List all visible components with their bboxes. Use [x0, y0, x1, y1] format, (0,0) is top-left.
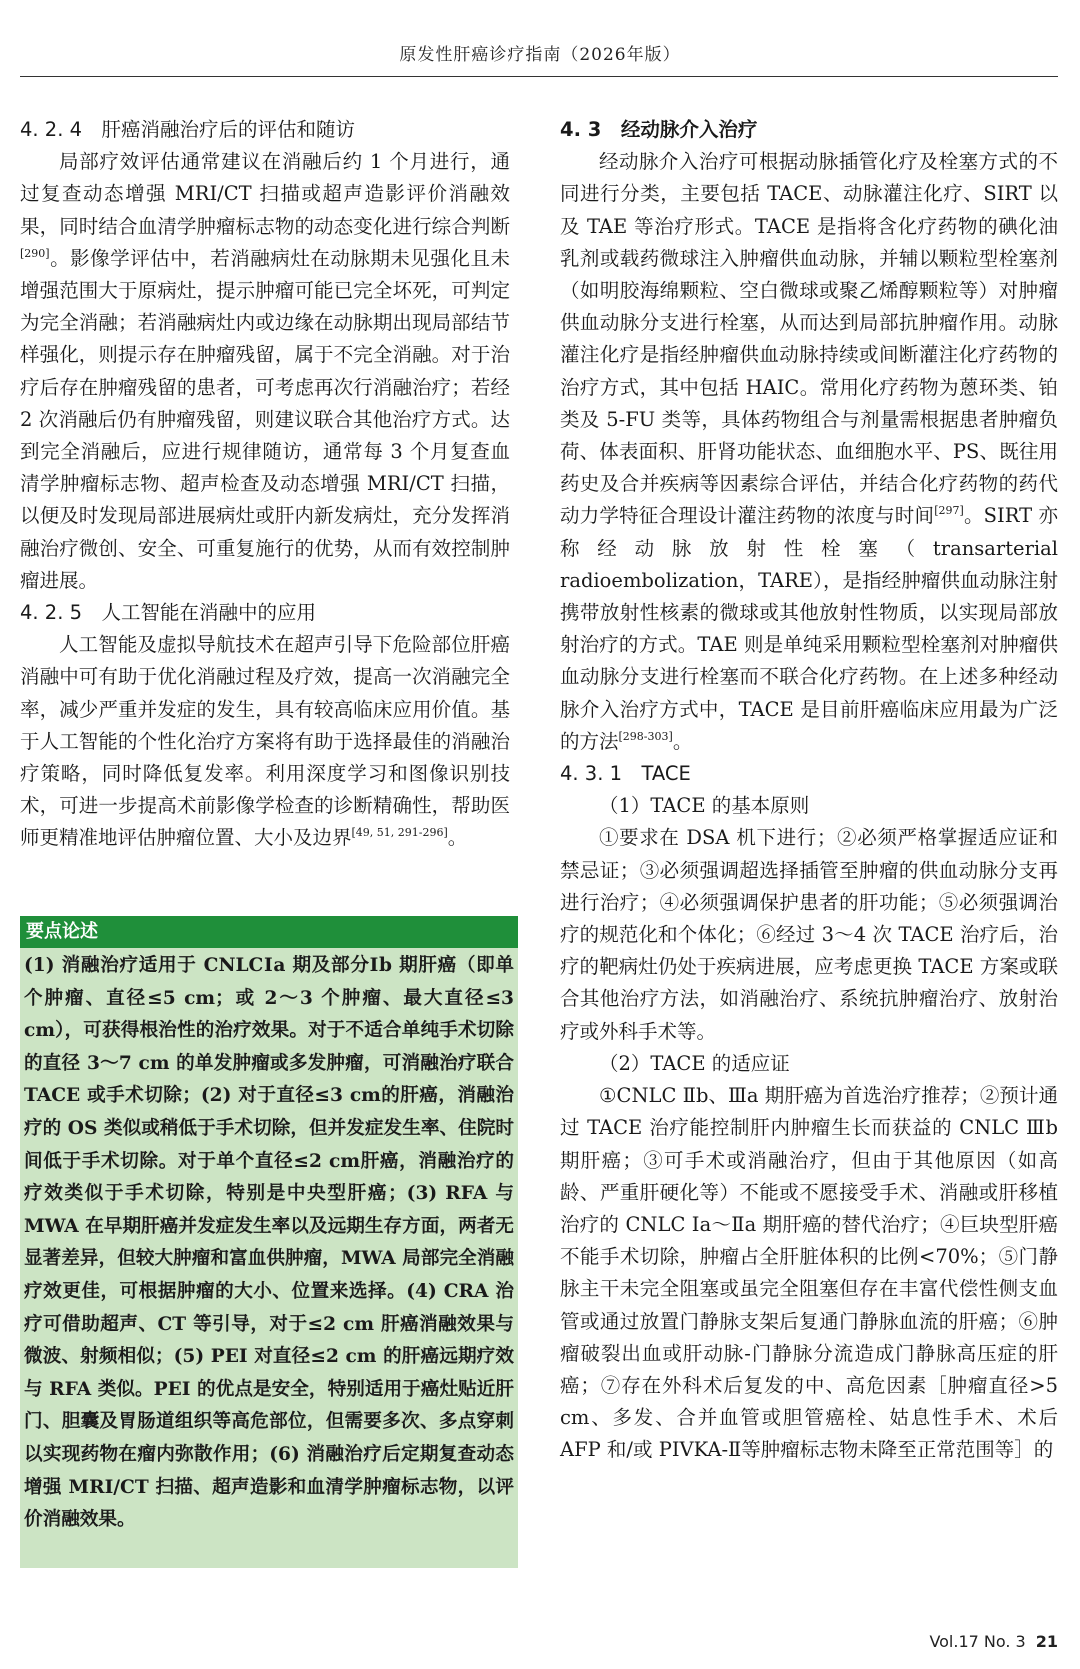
section-4-3-1-heading: 4. 3. 1 TACE	[560, 762, 691, 786]
section-4-2-4-heading: 4. 2. 4 肝癌消融治疗后的评估和随访	[20, 118, 356, 141]
section-4-2-5-heading: 4. 2. 5 人工智能在消融中的应用	[20, 601, 317, 625]
section-4-3-paragraph	[560, 146, 1058, 758]
citation-ref: [297]	[934, 504, 964, 518]
text-run: 局部疗效评估通常建议在消融后约 1 个月进行，通过复查动态增强 MRI/CT 扫描或超声造影评价消融效果，同时结合血清学肿瘤标志物的动态变化进行综合判断	[20, 150, 510, 238]
right-column	[560, 114, 1058, 1467]
subheading-indications: （2）TACE 的适应证	[599, 1051, 790, 1075]
key-points-title: 要点论述	[20, 916, 518, 948]
indications-paragraph: ①CNLC Ⅱb、Ⅲa 期肝癌为首选治疗推荐；②预计通过 TACE 治疗能控制肝内肿瘤生长而获益的 CNLC Ⅲb 期肝癌；③可手术或消融治疗，但由于其他原因（如高龄、严重肝硬化等）不能或不愿接受手术、消融或肝移植治疗的 CNLC Ⅰa～Ⅱa 期肝癌的替代治疗；④巨块型肝癌不能手术切除，肿瘤占全肝脏体积的比例<70%；⑤门静脉主干未完全阻塞或虽完全阻塞但存在丰富代偿性侧支血管或通过放置门静脉支架后复通门静脉血流的肝癌；⑥肿瘤破裂出血或肝动脉-门静脉分流造成门静脉高压症的肝癌；⑦存在外科术后复发的中、高危因素［肿瘤直径>5 cm、多发、合并血管或胆管癌栓、姑息性手术、术后 AFP 和/或 PIVKA-Ⅱ等肿瘤标志物未降至正常范围等］的	[560, 1084, 1058, 1462]
left-column	[20, 114, 510, 855]
text-run: 人工智能及虚拟导航技术在超声引导下危险部位肝癌消融中可有助于优化消融过程及疗效，提高一次消融完全率，减少严重并发症的发生，具有较高临床应用价值。基于人工智能的个性化治疗方案将有助于选择最佳的消融治疗策略，同时降低复发率。利用深度学习和图像识别技术，可进一步提高术前影像学检查的诊断精确性，帮助医师更精准地评估肿瘤位置、大小及边界	[20, 633, 510, 850]
basic-principles-paragraph: ①要求在 DSA 机下进行；②必须严格掌握适应证和禁忌证；③必须强调超选择插管至肿瘤的供血动脉分支再进行治疗；④必须强调保护患者的肝功能；⑤必须强调治疗的规范化和个体化；⑥经过 3～4 次 TACE 治疗后，治疗的靶病灶仍处于疾病进展，应考虑更换 TACE 方案或联合其他治疗方法，如消融治疗、系统抗肿瘤治疗、放射治疗或外科手术等。	[560, 826, 1058, 1043]
text-run: 经动脉介入治疗可根据动脉插管化疗及栓塞方式的不同进行分类，主要包括 TACE、动脉灌注化疗、SIRT 以及 TAE 等治疗形式。TACE 是指将含化疗药物的碘化油乳剂或载药微球注入肿瘤供血动脉，并辅以颗粒型栓塞剂（如明胶海绵颗粒、空白微球或聚乙烯醇颗粒等）对肿瘤供血动脉分支进行栓塞，从而达到局部抗肿瘤作用。动脉灌注化疗是指经肿瘤供血动脉持续或间断灌注化疗药物的治疗方式，其中包括 HAIC。常用化疗药物为蒽环类、铂类及 5-FU 类等，具体药物组合与剂量需根据患者肿瘤负荷、体表面积、肝肾功能状态、血细胞水平、PS、既往用药史及合并疾病等因素综合评估，并结合化疗药物的药代动力学特征合理设计灌注药物的浓度与时间	[560, 150, 1058, 528]
section-4-2-5-paragraph	[20, 629, 510, 854]
header-rule	[20, 76, 1058, 77]
text-run: 。	[447, 826, 468, 850]
section-4-2-4-paragraph	[20, 146, 510, 597]
page-footer	[929, 1632, 1058, 1651]
text-run: 。SIRT 亦称经动脉放射性栓塞（transarterial radioembolization，TARE），是指经肿瘤供血动脉注射携带放射性核素的微球或其他放射性物质，以实现局部放射治疗的方式。TAE 则是单纯采用颗粒型栓塞剂对肿瘤供血动脉分支进行栓塞而不联合化疗药物。在上述多种经动脉介入治疗方式中，TACE 是目前肝癌临床应用最为广泛的方法	[560, 504, 1058, 753]
text-run: 。	[672, 729, 693, 753]
key-points-box	[20, 916, 518, 1568]
text-run: 。影像学评估中，若消融病灶在动脉期未见强化且未增强范围大于原病灶，提示肿瘤可能已完全坏死，可判定为完全消融；若消融病灶内或边缘在动脉期出现局部结节样强化，则提示存在肿瘤残留，属于不完全消融。对于治疗后存在肿瘤残留的患者，可考虑再次行消融治疗；若经 2 次消融后仍有肿瘤残留，则建议联合其他治疗方式。达到完全消融后，应进行规律随访，通常每 3 个月复查血清学肿瘤标志物、超声检查及动态增强 MRI/CT 扫描，以便及时发现局部进展病灶或肝内新发病灶，充分发挥消融治疗微创、安全、可重复施行的优势，从而有效控制肿瘤进展。	[20, 246, 510, 592]
key-points-body: (1) 消融治疗适用于 CNLCⅠa 期及部分Ⅰb 期肝癌（即单个肿瘤、直径≤5 cm；或 2～3 个肿瘤、最大直径≤3 cm），可获得根治性的治疗效果。对于不适合单纯手术切除的直径 3～7 cm 的单发肿瘤或多发肿瘤，可消融治疗联合 TACE 或手术切除；(2) 对于直径≤3 cm的肝癌，消融治疗的 OS 类似或稍低于手术切除，但并发症发生率、住院时间低于手术切除。对于单个直径≤2 cm肝癌，消融治疗的疗效类似于手术切除，特别是中央型肝癌；(3) RFA 与 MWA 在早期肝癌并发症发生率以及远期生存方面，两者无显著差异，但较大肿瘤和富血供肿瘤，MWA 局部完全消融疗效更佳，可根据肿瘤的大小、位置来选择。(4) CRA 治疗可借助超声、CT 等引导，对于≤2 cm 肝癌消融效果与微波、射频相似；(5) PEI 对直径≤2 cm 的肝癌远期疗效与 RFA 类似。PEI 的优点是安全，特别适用于癌灶贴近肝门、胆囊及胃肠道组织等高危部位，但需要多次、多点穿刺以实现药物在瘤内弥散作用；(6) 消融治疗后定期复查动态增强 MRI/CT 扫描、超声造影和血清学肿瘤标志物，以评价消融效果。	[24, 955, 514, 1531]
citation-ref: [49, 51, 291-296]	[351, 826, 448, 840]
subheading-basic-principles: （1）TACE 的基本原则	[599, 794, 810, 818]
section-4-3-heading: 4. 3 经动脉介入治疗	[560, 118, 758, 141]
volume-label: Vol.17 No. 3	[929, 1632, 1026, 1651]
citation-ref: [290]	[20, 246, 50, 260]
citation-ref: [298-303]	[618, 729, 673, 743]
running-header: 原发性肝癌诊疗指南（2026年版）	[399, 45, 681, 65]
page-number: 21	[1035, 1632, 1058, 1651]
